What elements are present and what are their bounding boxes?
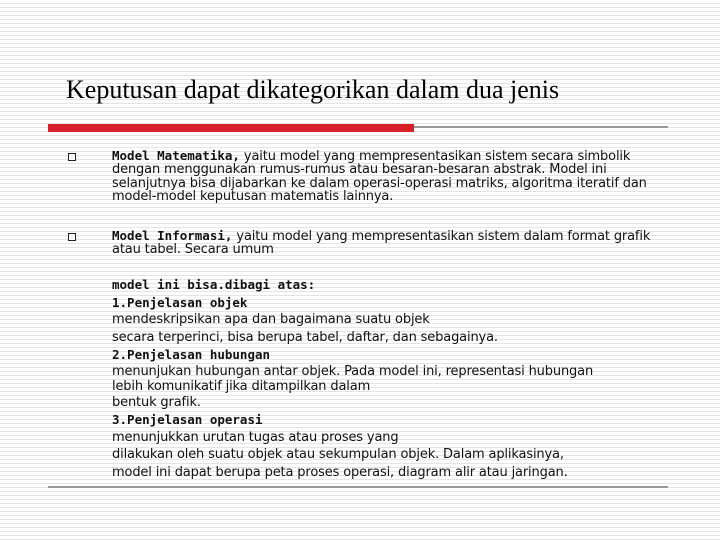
bullet-text: yaitu model yang mempresentasikan sistem secara simbolik dengan menggunakan rumus-rumus atau besaran-besaran abstrak. Model ini selanjutnya bisa dijabarkan ke dalam operasi-operasi matriks, algoritma iteratif dan model-model keputusan matematis lainnya. bbox=[112, 149, 647, 205]
detail-text: mendeskripsikan apa dan bagaimana suatu objek bbox=[112, 312, 430, 327]
bullet-model-informasi bbox=[112, 229, 672, 257]
square-bullet-icon bbox=[68, 233, 76, 241]
bottom-divider bbox=[48, 486, 668, 488]
bullet-text: yaitu model yang mempresentasikan sistem dalam format grafik atau tabel. Secara umum bbox=[112, 229, 651, 258]
model-informasi-detail bbox=[112, 276, 672, 481]
detail-text: dilakukan oleh suatu objek atau sekumpulan objek. Dalam aplikasinya, bbox=[112, 447, 564, 462]
bullet-model-matematika bbox=[112, 149, 672, 204]
detail-text: menunjukkan urutan tugas atau proses yang bbox=[112, 429, 399, 445]
slide-title: Keputusan dapat dikategorikan dalam dua jenis bbox=[66, 75, 560, 104]
detail-intro: model ini bisa.dibagi atas: bbox=[112, 277, 316, 292]
title-accent-bar bbox=[48, 124, 414, 132]
detail-text: menunjukan hubungan antar objek. Pada model ini, representasi hubungan bbox=[112, 363, 594, 379]
square-bullet-icon bbox=[68, 153, 76, 161]
detail-text: bentuk grafik. bbox=[112, 394, 201, 410]
detail-text: lebih komunikatif jika ditampilkan dalam bbox=[112, 378, 371, 394]
bullet-term: Model Informasi, bbox=[112, 228, 233, 243]
detail-text: model ini dapat berupa peta proses operasi, diagram alir atau jaringan. bbox=[112, 464, 568, 480]
detail-heading-operasi: 3.Penjelasan operasi bbox=[112, 412, 263, 427]
detail-heading-hubungan: 2.Penjelasan hubungan bbox=[112, 347, 271, 362]
bullet-term: Model Matematika, bbox=[112, 148, 240, 163]
detail-heading-objek: 1.Penjelasan objek bbox=[112, 294, 248, 310]
detail-text: secara terperinci, bisa berupa tabel, daftar, dan sebagainya. bbox=[112, 329, 498, 345]
title-divider bbox=[414, 126, 668, 128]
